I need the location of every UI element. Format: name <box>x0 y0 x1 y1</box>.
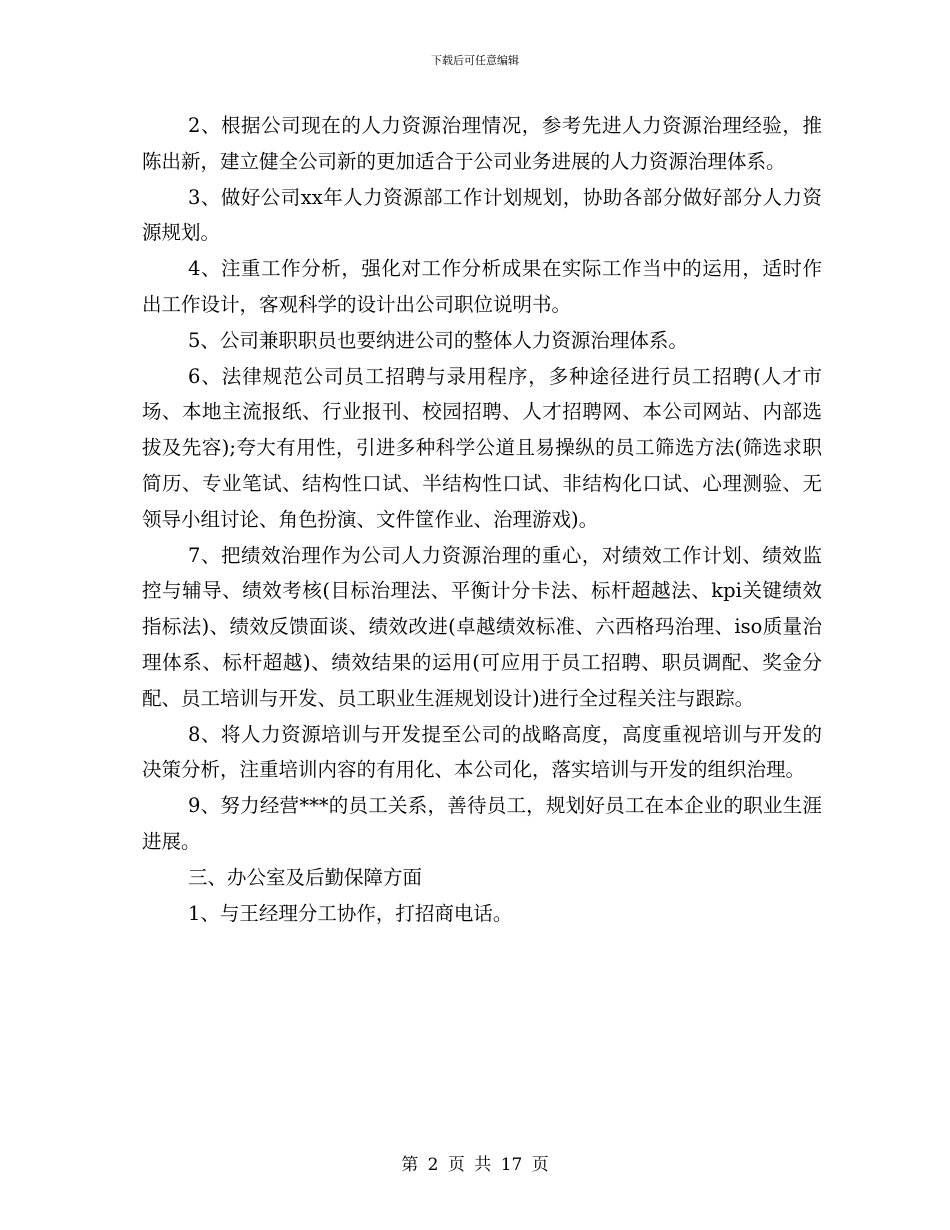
paragraph-item-9: 9、努力经营***的员工关系，善待员工，规划好员工在本企业的职业生涯进展。 <box>142 794 822 853</box>
paragraph-item-6: 6、法律规范公司员工招聘与录用程序，多种途径进行员工招聘(人才市场、本地主流报纸、行业报刊、校园招聘、人才招聘网、本公司网站、内部选拔及先容);夸大有用性，引进多种科学公道且易操纵的员工筛选方法(筛选求职简历、专业笔试、结构性口试、半结构性口试、非结构化口试、心理测验、无领导小组讨论、角色扮演、文件筐作业、治理游戏)。 <box>142 364 822 531</box>
page-header: 下载后可任意编辑 <box>431 54 519 67</box>
paragraph-item-2: 2、根据公司现在的人力资源治理情况，参考先进人力资源治理经验，推陈出新，建立健全公司新的更加适合于公司业务进展的人力资源治理体系。 <box>142 114 822 173</box>
section-heading-office: 三、办公室及后勤保障方面 <box>188 865 423 889</box>
paragraph-item-7: 7、把绩效治理作为公司人力资源治理的重心，对绩效工作计划、绩效监控与辅导、绩效考核(目标治理法、平衡计分卡法、标杆超越法、kpi关键绩效指标法)、绩效反馈面谈、绩效改进(卓越绩效标准、六西格玛治理、iso质量治理体系、标杆超越)、绩效结果的运用(可应用于员工招聘、职员调配、奖金分配、员工培训与开发、员工职业生涯规划设计)进行全过程关注与跟踪。 <box>142 543 822 710</box>
document-body <box>142 108 822 931</box>
paragraph-item-office-1: 1、与王经理分工协作，打招商电话。 <box>188 901 513 925</box>
paragraph-item-4: 4、注重工作分析，强化对工作分析成果在实际工作当中的运用，适时作出工作设计，客观科学的设计出公司职位说明书。 <box>142 257 822 316</box>
paragraph-item-3: 3、做好公司xx年人力资源部工作计划规划，协助各部分做好部分人力资源规划。 <box>142 185 822 245</box>
paragraph-item-8: 8、将人力资源培训与开发提至公司的战略高度，高度重视培训与开发的决策分析，注重培训内容的有用化、本公司化，落实培训与开发的组织治理。 <box>142 722 822 782</box>
paragraph-item-5: 5、公司兼职职员也要纳进公司的整体人力资源治理体系。 <box>188 328 688 352</box>
page-number-footer: 第 2 页 共 17 页 <box>401 1155 549 1175</box>
